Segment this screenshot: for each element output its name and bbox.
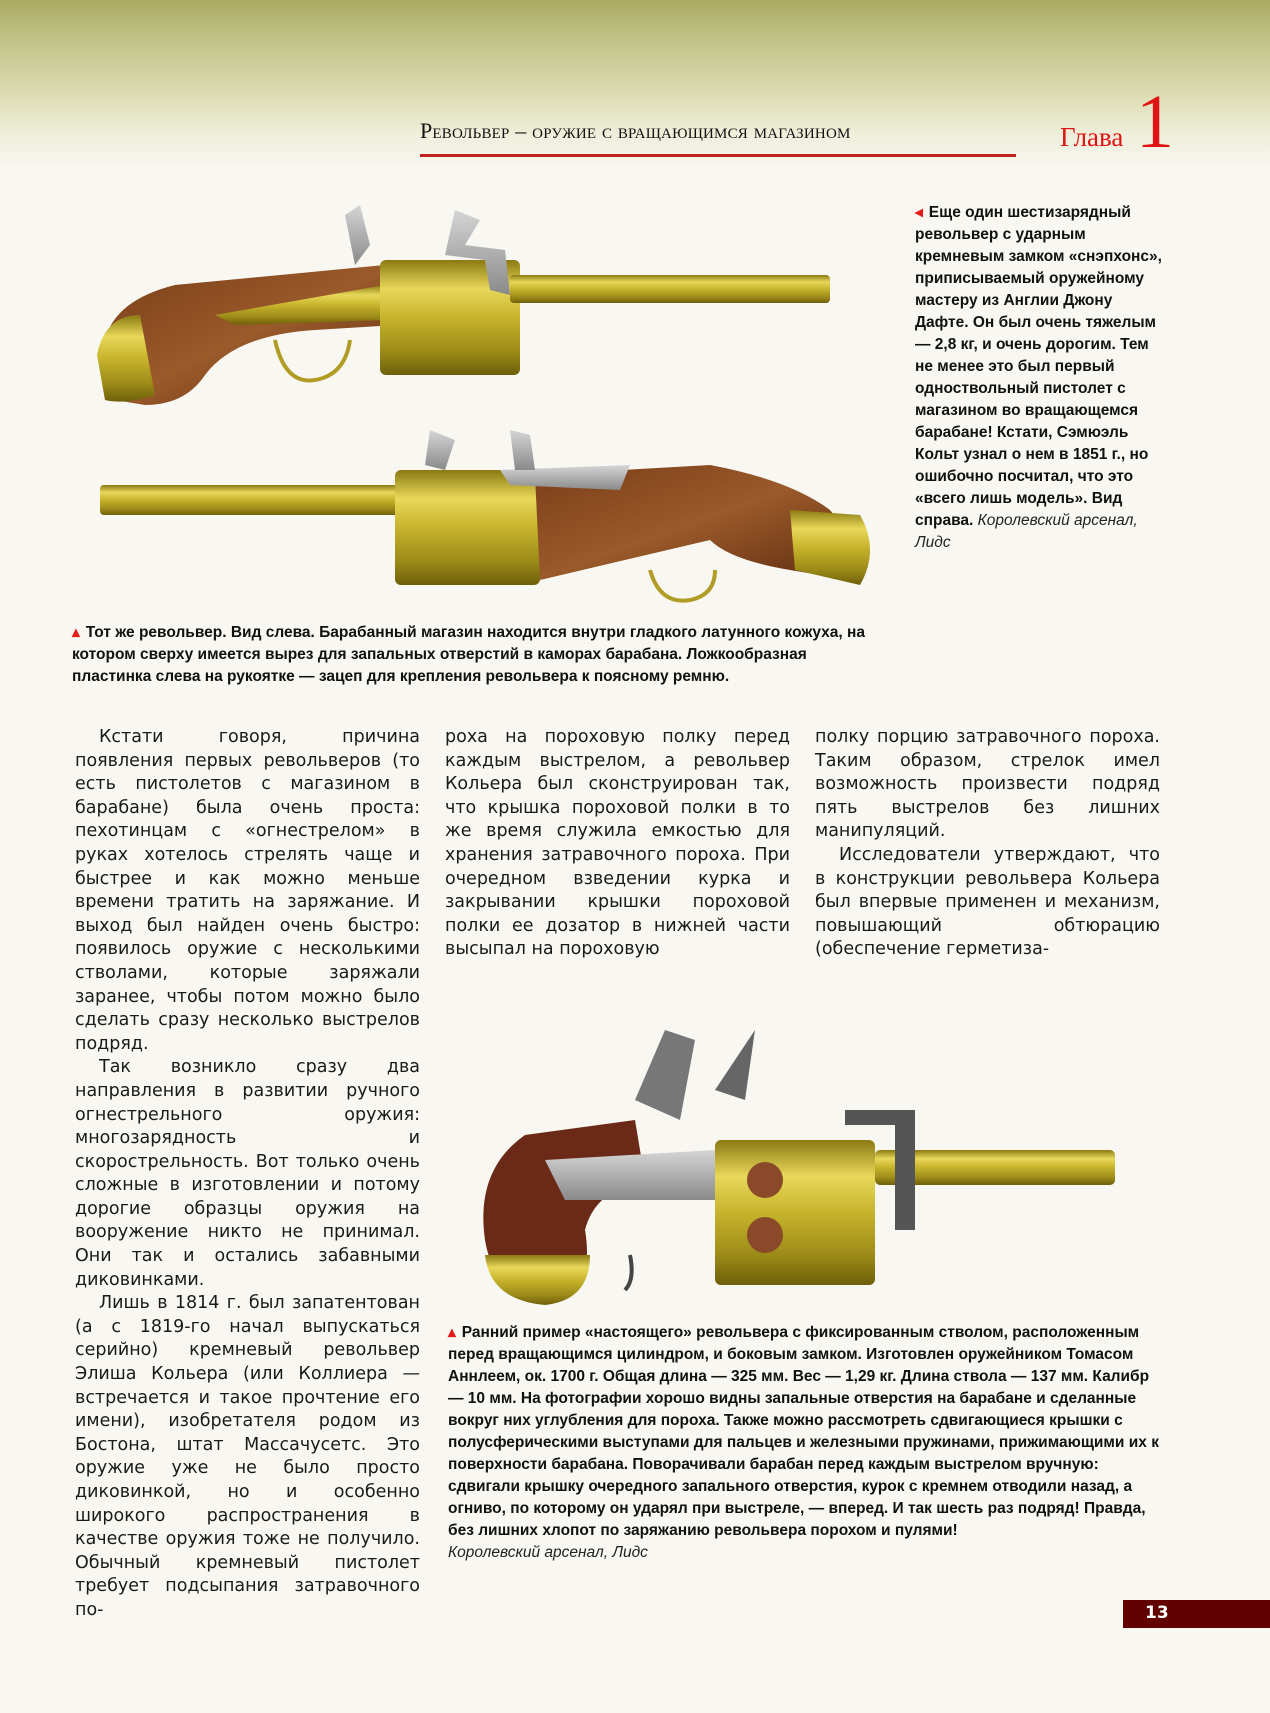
chapter-label: Глава	[1060, 122, 1124, 152]
caption-bottom-credit: Королевский арсенал, Лидс	[448, 1544, 648, 1561]
title-rule	[420, 154, 1016, 157]
caption-right	[915, 202, 1165, 554]
paragraph: Так возникло сразу два направления в развитии ручного огнестрельного оружия: многозарядность и скорострельность. Вот только очень сложные в изготовлении и потому дорогие образцы оружия на вооружение никто не принимал. Они так и остались забавными диковинками.	[75, 1057, 420, 1290]
pistol-bottom-photo	[465, 1000, 1145, 1310]
arrow-up-icon: ▴	[448, 1324, 456, 1341]
caption-right-credit: Королевский арсенал, Лидс	[915, 512, 1138, 551]
pistol-middle-photo	[90, 430, 890, 605]
caption-left	[72, 622, 872, 688]
caption-right-text: Еще один шестизарядный револьвер с ударным кремневым замком «снэпхонс», приписываемый оружейному мастеру из Англии Джону Дафте. Он был очень тяжелым — 2,8 кг, и очень дорогим. Тем не менее это был первый одноствольный пистолет с магазином во вращающемся барабане! Кстати, Сэмюэль Кольт узнал о нем в 1851 г., но ошибочно посчитал, что это «всего лишь модель». Вид справа.	[915, 204, 1162, 529]
caption-left-text: Тот же револьвер. Вид слева. Барабанный магазин находится внутри гладкого латунного кожуха, на котором сверху имеется вырез для запальных отверстий в каморах барабана. Ложкообразная пластинка слева на рукоятке — зацеп для крепления револьвера к поясному ремню.	[72, 624, 866, 685]
body-column-1	[75, 726, 420, 1623]
running-title: Револьвер – оружие с вращающимся магазином	[420, 118, 851, 143]
arrow-left-icon: ◂	[915, 204, 923, 221]
page-number-bar	[1123, 1600, 1270, 1628]
pistol-top-photo	[85, 205, 905, 420]
pistol-top	[97, 205, 830, 405]
arrow-up-icon: ▴	[72, 624, 80, 641]
body-column-3	[815, 726, 1160, 962]
page-number: 13	[1145, 1603, 1169, 1623]
caption-bottom	[448, 1322, 1160, 1564]
paragraph: Кстати говоря, причина появления первых револьверов (то есть пистолетов с магазином в барабане) была очень проста: пехотинцам с «огнестрелом» в руках хотелось стрелять чаще и быстрее и как можно меньше времени тратить на заряжание. И выход был найден очень быстро: появилось оружие с несколькими стволами, которые заряжали заранее, чтобы потом можно было сделать сразу несколько выстрелов подряд.	[75, 727, 420, 1054]
paragraph: Лишь в 1814 г. был запатентован (а с 1819-го начал выпускаться серийно) кремневый револьвер Элиша Кольера (или Коллиера — встречается и такое прочтение его имени), изобретателя родом из Бостона, штат Массачусетс. Это оружие уже не было просто диковинкой, но и особенно широкого распространения в качестве оружия тоже не получило. Обычный кремневый пистолет требует подсыпания затравочного по-	[75, 1293, 420, 1620]
paragraph: роха на пороховую полку перед каждым выстрелом, а револьвер Кольера был сконструирован так, что крышка пороховой полки в то же время служила емкостью для хранения затравочного пороха. При очередном взведении курка и закрывании крышки пороховой полки ее дозатор в нижней части высыпал на пороховую	[445, 727, 790, 960]
caption-bottom-text: Ранний пример «настоящего» револьвера с фиксированным стволом, расположенным перед вращающимся цилиндром, и боковым замком. Изготовлен оружейником Томасом Аннлеем, ок. 1700 г. Общая длина — 325 мм. Вес — 1,29 кг. Длина ствола — 137 мм. Калибр — 10 мм. На фотографии хорошо видны запальные отверстия на барабане и сделанные вокруг них углубления для пороха. Также можно рассмотреть сдвигающиеся крышки с полусферическими выступами для пальцев и железными пружинами, прижимающими их к поверхности барабана. Поворачивали барабан перед каждым выстрелом вручную: сдвигали крышку очередного запального отверстия, курок с кремнем отводили назад, а огниво, по которому он ударял при выстреле, — вперед. И так шесть раз подряд! Правда, без лишних хлопот по заряжанию револьвера порохом и пулями!	[448, 1324, 1159, 1539]
paragraph: Исследователи утверждают, что в конструкции револьвера Кольера был впервые применен и механизм, повышающий обтюрацию (обеспечение герметиза-	[815, 844, 1160, 960]
paragraph: полку порцию затравочного пороха. Таким образом, стрелок имел возможность произвести подряд пять выстрелов без лишних манипуляций.	[815, 727, 1160, 842]
body-column-2	[445, 726, 790, 962]
chapter-number: 1	[1136, 80, 1174, 164]
pistol-bottom	[483, 1030, 1115, 1305]
pistol-middle	[100, 430, 870, 601]
